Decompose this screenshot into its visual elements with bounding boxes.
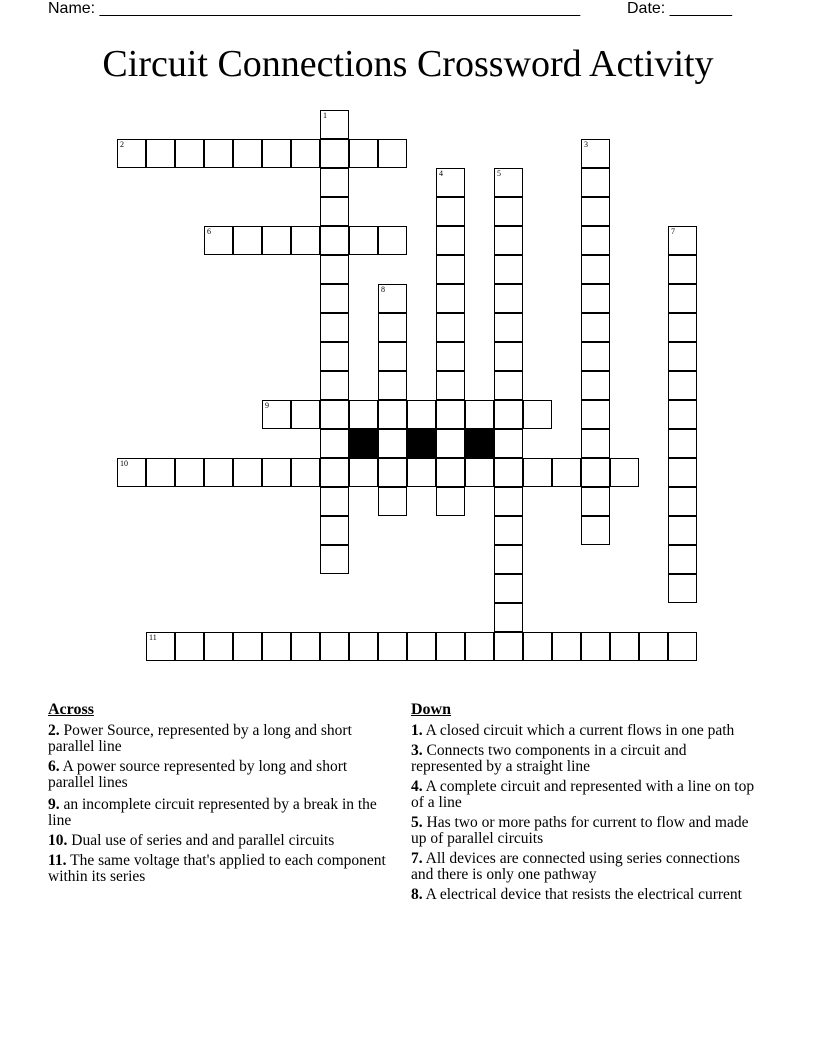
across-clues — [48, 702, 393, 889]
crossword-cell[interactable] — [494, 255, 523, 284]
crossword-cell[interactable] — [349, 226, 378, 255]
crossword-cell[interactable] — [494, 168, 523, 197]
crossword-cell[interactable] — [320, 226, 349, 255]
crossword-cell[interactable] — [320, 458, 349, 487]
clue-number: 3. — [411, 742, 423, 759]
crossword-cell[interactable] — [581, 342, 610, 371]
clue-down-3 — [411, 743, 756, 775]
crossword-cell[interactable] — [581, 429, 610, 458]
crossword-cell[interactable] — [262, 226, 291, 255]
crossword-block — [407, 429, 436, 458]
cell-number: 8 — [381, 285, 385, 294]
crossword-cell[interactable] — [581, 458, 610, 487]
crossword-cell[interactable] — [407, 458, 436, 487]
crossword-cell[interactable] — [436, 313, 465, 342]
clue-text: Power Source, represented by a long and short parallel line — [48, 722, 352, 755]
clue-text: an incomplete circuit represented by a break in the line — [48, 796, 377, 829]
crossword-cell[interactable] — [581, 487, 610, 516]
crossword-cell[interactable] — [117, 139, 146, 168]
cell-number: 1 — [323, 111, 327, 120]
crossword-cell[interactable] — [668, 226, 697, 255]
crossword-cell[interactable] — [378, 429, 407, 458]
crossword-cell[interactable] — [494, 458, 523, 487]
crossword-cell[interactable] — [320, 284, 349, 313]
crossword-cell[interactable] — [320, 371, 349, 400]
crossword-cell[interactable] — [262, 632, 291, 661]
crossword-cell[interactable] — [291, 458, 320, 487]
crossword-cell[interactable] — [436, 255, 465, 284]
crossword-cell[interactable] — [117, 458, 146, 487]
crossword-cell[interactable] — [581, 284, 610, 313]
crossword-cell[interactable] — [320, 139, 349, 168]
crossword-cell[interactable] — [668, 516, 697, 545]
crossword-cell[interactable] — [204, 632, 233, 661]
crossword-cell[interactable] — [146, 139, 175, 168]
crossword-cell[interactable] — [436, 284, 465, 313]
crossword-cell[interactable] — [436, 168, 465, 197]
cell-number: 11 — [149, 633, 157, 642]
crossword-cell[interactable] — [262, 139, 291, 168]
crossword-cell[interactable] — [494, 632, 523, 661]
crossword-cell[interactable] — [349, 458, 378, 487]
cell-number: 4 — [439, 169, 443, 178]
crossword-cell[interactable] — [378, 632, 407, 661]
clue-across-11 — [48, 853, 393, 885]
crossword-cell[interactable] — [552, 458, 581, 487]
crossword-cell[interactable] — [378, 342, 407, 371]
crossword-cell[interactable] — [436, 400, 465, 429]
clue-number: 2. — [48, 722, 60, 739]
down-clues — [411, 702, 756, 907]
crossword-cell[interactable] — [378, 139, 407, 168]
crossword-cell[interactable] — [233, 139, 262, 168]
cell-number: 5 — [497, 169, 501, 178]
crossword-cell[interactable] — [668, 487, 697, 516]
cell-number: 9 — [265, 401, 269, 410]
clue-text: Has two or more paths for current to flow and made up of parallel circuits — [411, 814, 749, 847]
crossword-cell[interactable] — [233, 632, 262, 661]
cell-number: 7 — [671, 227, 675, 236]
crossword-cell[interactable] — [494, 342, 523, 371]
clue-number: 7. — [411, 850, 423, 867]
crossword-cell[interactable] — [407, 400, 436, 429]
crossword-cell[interactable] — [262, 458, 291, 487]
date-field[interactable]: Date: _______ — [627, 0, 732, 17]
clue-text: A complete circuit and represented with a line on top of a line — [411, 778, 755, 811]
crossword-cell[interactable] — [146, 632, 175, 661]
crossword-cell[interactable] — [668, 284, 697, 313]
crossword-cell[interactable] — [494, 487, 523, 516]
crossword-cell[interactable] — [610, 632, 639, 661]
crossword-cell[interactable] — [349, 139, 378, 168]
down-heading: Down — [411, 701, 452, 718]
crossword-cell[interactable] — [407, 632, 436, 661]
crossword-cell[interactable] — [204, 458, 233, 487]
crossword-cell[interactable] — [320, 516, 349, 545]
across-heading: Across — [48, 701, 94, 718]
crossword-cell[interactable] — [378, 284, 407, 313]
clue-text: All devices are connected using series connections and there is only one pathway — [411, 850, 740, 883]
clue-number: 11. — [48, 852, 67, 869]
crossword-cell[interactable] — [146, 458, 175, 487]
crossword-cell[interactable] — [233, 458, 262, 487]
crossword-cell[interactable] — [291, 400, 320, 429]
crossword-cell[interactable] — [436, 342, 465, 371]
crossword-cell[interactable] — [436, 429, 465, 458]
crossword-cell[interactable] — [320, 487, 349, 516]
crossword-cell[interactable] — [668, 458, 697, 487]
clue-text: The same voltage that's applied to each component within its series — [48, 852, 386, 885]
clue-number: 6. — [48, 758, 60, 775]
crossword-cell[interactable] — [494, 429, 523, 458]
clue-across-9 — [48, 797, 393, 829]
crossword-cell[interactable] — [494, 197, 523, 226]
crossword-cell[interactable] — [233, 226, 262, 255]
crossword-cell[interactable] — [378, 313, 407, 342]
crossword-cell[interactable] — [494, 603, 523, 632]
crossword-cell[interactable] — [436, 632, 465, 661]
crossword-cell[interactable] — [349, 632, 378, 661]
clue-down-8 — [411, 887, 756, 903]
clue-down-7 — [411, 851, 756, 883]
crossword-cell[interactable] — [436, 197, 465, 226]
crossword-cell[interactable] — [465, 400, 494, 429]
crossword-cell[interactable] — [320, 255, 349, 284]
crossword-cell[interactable] — [581, 371, 610, 400]
crossword-cell[interactable] — [494, 516, 523, 545]
header — [48, 0, 748, 20]
clue-text: A electrical device that resists the electrical current — [425, 886, 742, 903]
cell-number: 6 — [207, 227, 211, 236]
clue-across-2 — [48, 723, 393, 755]
crossword-cell[interactable] — [436, 487, 465, 516]
crossword-cell[interactable] — [581, 632, 610, 661]
crossword-cell[interactable] — [320, 197, 349, 226]
clue-number: 9. — [48, 796, 60, 813]
crossword-cell[interactable] — [320, 110, 349, 139]
crossword-cell[interactable] — [581, 400, 610, 429]
crossword-cell[interactable] — [668, 632, 697, 661]
clue-number: 5. — [411, 814, 423, 831]
crossword-cell[interactable] — [291, 226, 320, 255]
crossword-cell[interactable] — [494, 284, 523, 313]
crossword-cell[interactable] — [320, 429, 349, 458]
crossword-cell[interactable] — [581, 255, 610, 284]
crossword-cell[interactable] — [552, 632, 581, 661]
crossword-cell[interactable] — [494, 226, 523, 255]
crossword-cell[interactable] — [291, 632, 320, 661]
page-title: Circuit Connections Crossword Activity — [102, 43, 714, 85]
crossword-cell[interactable] — [668, 574, 697, 603]
crossword-cell[interactable] — [465, 458, 494, 487]
crossword-block — [349, 429, 378, 458]
crossword-cell[interactable] — [668, 371, 697, 400]
crossword-cell[interactable] — [494, 400, 523, 429]
crossword-cell[interactable] — [175, 458, 204, 487]
clue-across-10 — [48, 833, 393, 849]
crossword-cell[interactable] — [494, 574, 523, 603]
crossword-cell[interactable] — [320, 632, 349, 661]
crossword-cell[interactable] — [320, 545, 349, 574]
crossword-cell[interactable] — [494, 545, 523, 574]
crossword-cell[interactable] — [581, 139, 610, 168]
clue-text: A closed circuit which a current flows in one path — [425, 722, 735, 739]
crossword-cell[interactable] — [610, 458, 639, 487]
crossword-cell[interactable] — [262, 400, 291, 429]
clue-text: Connects two components in a circuit and represented by a straight line — [411, 742, 687, 775]
crossword-cell[interactable] — [378, 400, 407, 429]
clue-number: 1. — [411, 722, 423, 739]
cell-number: 3 — [584, 140, 588, 149]
crossword-cell[interactable] — [436, 458, 465, 487]
crossword-cell[interactable] — [204, 226, 233, 255]
crossword-cell[interactable] — [581, 313, 610, 342]
crossword-cell[interactable] — [668, 313, 697, 342]
crossword-cell[interactable] — [320, 168, 349, 197]
crossword-cell[interactable] — [378, 458, 407, 487]
crossword-cell[interactable] — [378, 487, 407, 516]
name-field[interactable]: Name: ______________________________________________________ — [48, 0, 581, 17]
crossword-cell[interactable] — [523, 458, 552, 487]
crossword-cell[interactable] — [320, 400, 349, 429]
crossword-cell[interactable] — [668, 255, 697, 284]
crossword-cell[interactable] — [639, 632, 668, 661]
crossword-cell[interactable] — [668, 429, 697, 458]
clue-down-5 — [411, 815, 756, 847]
crossword-cell[interactable] — [349, 400, 378, 429]
clue-across-6 — [48, 759, 393, 791]
clue-text: Dual use of series and and parallel circuits — [71, 832, 335, 849]
clue-text: A power source represented by long and short parallel lines — [48, 758, 348, 791]
clue-number: 4. — [411, 778, 423, 795]
crossword-cell[interactable] — [494, 313, 523, 342]
clue-down-4 — [411, 779, 756, 811]
crossword-cell[interactable] — [204, 139, 233, 168]
crossword-cell[interactable] — [494, 371, 523, 400]
cell-number: 10 — [120, 459, 128, 468]
crossword-cell[interactable] — [320, 313, 349, 342]
crossword-cell[interactable] — [291, 139, 320, 168]
crossword-cell[interactable] — [436, 226, 465, 255]
crossword-cell[interactable] — [581, 197, 610, 226]
crossword-cell[interactable] — [378, 371, 407, 400]
crossword-cell[interactable] — [436, 371, 465, 400]
crossword-cell[interactable] — [523, 632, 552, 661]
crossword-cell[interactable] — [668, 342, 697, 371]
crossword-cell[interactable] — [175, 139, 204, 168]
crossword-cell[interactable] — [668, 545, 697, 574]
clue-number: 8. — [411, 886, 423, 903]
crossword-cell[interactable] — [465, 632, 494, 661]
clue-number: 10. — [48, 832, 68, 849]
crossword-cell[interactable] — [581, 516, 610, 545]
crossword-block — [465, 429, 494, 458]
cell-number: 2 — [120, 140, 124, 149]
crossword-cell[interactable] — [378, 226, 407, 255]
crossword-cell[interactable] — [523, 400, 552, 429]
crossword-cell[interactable] — [581, 168, 610, 197]
crossword-cell[interactable] — [175, 632, 204, 661]
clue-down-1 — [411, 723, 756, 739]
crossword-cell[interactable] — [668, 400, 697, 429]
crossword-cell[interactable] — [581, 226, 610, 255]
crossword-cell[interactable] — [320, 342, 349, 371]
